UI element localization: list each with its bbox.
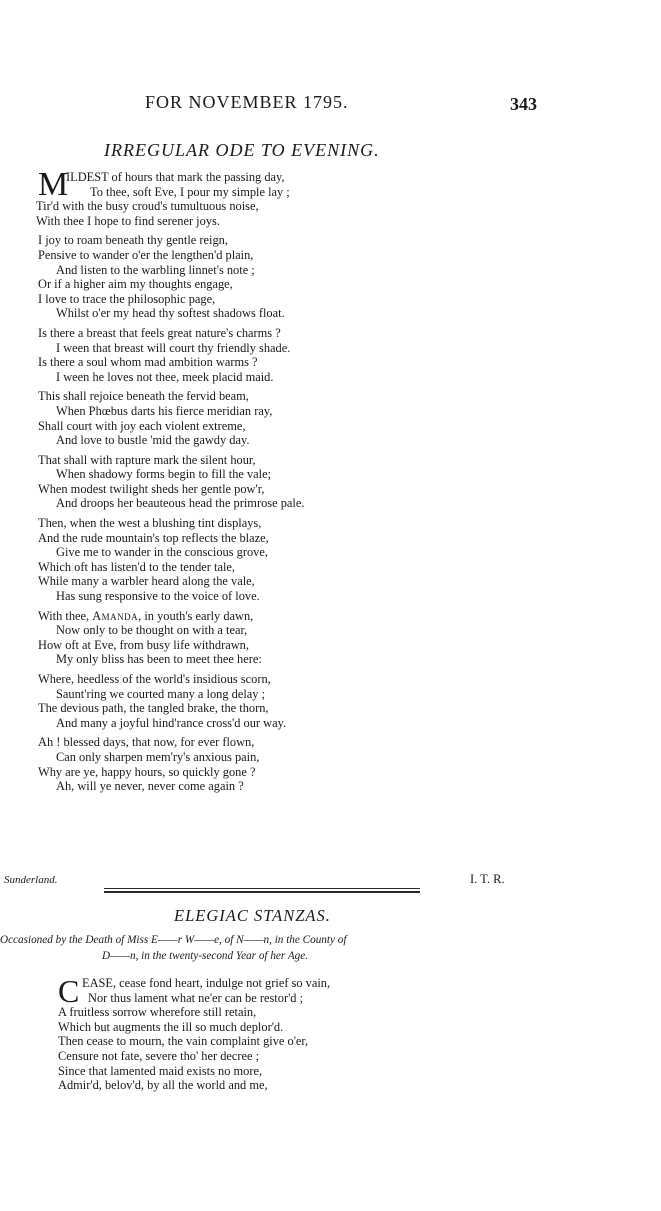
elegy-poem	[58, 973, 331, 1093]
place-signature: Sunderland.	[4, 874, 58, 886]
poem-line: ILDEST of hours that mark the passing day,	[66, 170, 285, 184]
poem-line: To thee, soft Eve, I pour my simple lay ;	[90, 184, 290, 199]
poem-line: Shall court with joy each violent extreme,	[38, 418, 246, 433]
running-title: FOR NOVEMBER 1795.	[145, 92, 349, 112]
poem-line: Since that lamented maid exists no more,	[58, 1063, 263, 1078]
poem-line: How oft at Eve, from busy life withdrawn,	[38, 637, 249, 652]
poem-line: Has sung responsive to the voice of love.	[56, 589, 260, 604]
poem-line: Which oft has listen'd to the tender tale,	[38, 559, 235, 574]
name-amanda: Amanda	[92, 608, 139, 623]
poem-line: With thee I hope to find serener joys.	[36, 213, 220, 228]
poem-line: I ween that breast will court thy friendly shade.	[56, 340, 291, 355]
page-number: 343	[510, 94, 537, 114]
poem-line: Censure not fate, severe tho' her decree ;	[58, 1048, 260, 1063]
poem-line: And many a joyful hind'rance cross'd our way.	[56, 715, 287, 730]
poem-line: Then, when the west a blushing tint displays,	[38, 516, 262, 531]
stanza-2	[38, 326, 304, 384]
ode-opening	[36, 166, 304, 228]
poem-text: With thee,	[38, 608, 93, 623]
poem-line: Can only sharpen mem'ry's anxious pain,	[56, 749, 260, 764]
poem-line: And the rude mountain's top reflects the blaze,	[38, 530, 269, 545]
poem-line: I ween he loves not thee, meek placid maid.	[56, 369, 274, 384]
stanza-3	[38, 389, 304, 447]
poem-line: Tir'd with the busy croud's tumultuous noise,	[36, 199, 259, 214]
elegy-occasion-line-2: D——n, in the twenty-second Year of her Age.	[102, 950, 309, 962]
stanza-4	[38, 453, 304, 511]
drop-cap-m: M	[38, 166, 69, 203]
elegy-title: ELEGIAC STANZAS.	[174, 906, 331, 925]
drop-cap-c: C	[58, 973, 80, 1009]
poem-line: My only bliss has been to meet thee here:	[56, 652, 262, 667]
poem-line: EASE, cease fond heart, indulge not grief so vain,	[82, 976, 331, 990]
poem-line: A fruitless sorrow wherefore still retain,	[58, 1005, 257, 1020]
poem-line: I joy to roam beneath thy gentle reign,	[38, 233, 228, 248]
poem-line: This shall rejoice beneath the fervid beam,	[38, 389, 249, 404]
divider-rule-top	[104, 888, 420, 889]
poem-line: When Phœbus darts his fierce meridian ray,	[56, 403, 273, 418]
poem-line	[38, 609, 304, 624]
poem-line: Is there a soul whom mad ambition warms ?	[38, 355, 258, 370]
poem-line: The devious path, the tangled brake, the thorn,	[38, 701, 269, 716]
poem-line: Why are ye, happy hours, so quickly gone ?	[38, 764, 256, 779]
poem-line: Pensive to wander o'er the lengthen'd plain,	[38, 247, 254, 262]
poem-line: While many a warbler heard along the vale,	[38, 574, 255, 589]
poem-line: Nor thus lament what ne'er can be restor'd ;	[88, 990, 304, 1005]
stanza-5	[38, 516, 304, 604]
ode-poem	[36, 166, 305, 794]
stanza-7	[38, 672, 304, 730]
stanza-6	[38, 609, 304, 667]
divider-rule-bottom	[104, 891, 420, 893]
elegy-opening	[58, 973, 331, 1009]
poem-line: Give me to wander in the conscious grove,	[56, 545, 268, 560]
poem-line: Then cease to mourn, the vain complaint give o'er,	[58, 1034, 309, 1049]
author-initials: I. T. R.	[470, 872, 505, 886]
poem-line: And listen to the warbling linnet's note ;	[56, 262, 255, 277]
poem-line: When shadowy forms begin to fill the vale;	[56, 467, 272, 482]
poem-line: Where, heedless of the world's insidious scorn,	[38, 672, 271, 686]
poem-line: Admir'd, belov'd, by all the world and me,	[58, 1078, 268, 1093]
poem-line: Ah ! blessed days, that now, for ever flown,	[38, 735, 255, 750]
poem-line: Ah, will ye never, never come again ?	[56, 779, 244, 794]
poem-line: And love to bustle 'mid the gawdy day.	[56, 433, 250, 448]
poem-line: Which but augments the ill so much deplor'd.	[58, 1019, 284, 1034]
poem-text: , in youth's early dawn,	[138, 608, 254, 623]
poem-line: Saunt'ring we courted many a long delay ;	[56, 686, 266, 701]
elegy-occasion-line-1: Occasioned by the Death of Miss E——r W——e, of N——n, in the County of	[0, 934, 347, 946]
poem-line: Whilst o'er my head thy softest shadows float.	[56, 306, 285, 321]
stanza-8	[38, 735, 304, 793]
ode-title: IRREGULAR ODE TO EVENING.	[104, 140, 380, 160]
poem-line: That shall with rapture mark the silent hour,	[38, 452, 256, 467]
poem-line: Now only to be thought on with a tear,	[56, 623, 248, 638]
stanza-1	[38, 233, 304, 321]
poem-line: And droops her beauteous head the primrose pale.	[56, 496, 305, 511]
poem-line: I love to trace the philosophic page,	[38, 291, 216, 306]
poem-line: When modest twilight sheds her gentle pow'r,	[38, 481, 265, 496]
poem-line: Or if a higher aim my thoughts engage,	[38, 277, 233, 292]
poem-line: Is there a breast that feels great nature's charms ?	[38, 325, 281, 340]
